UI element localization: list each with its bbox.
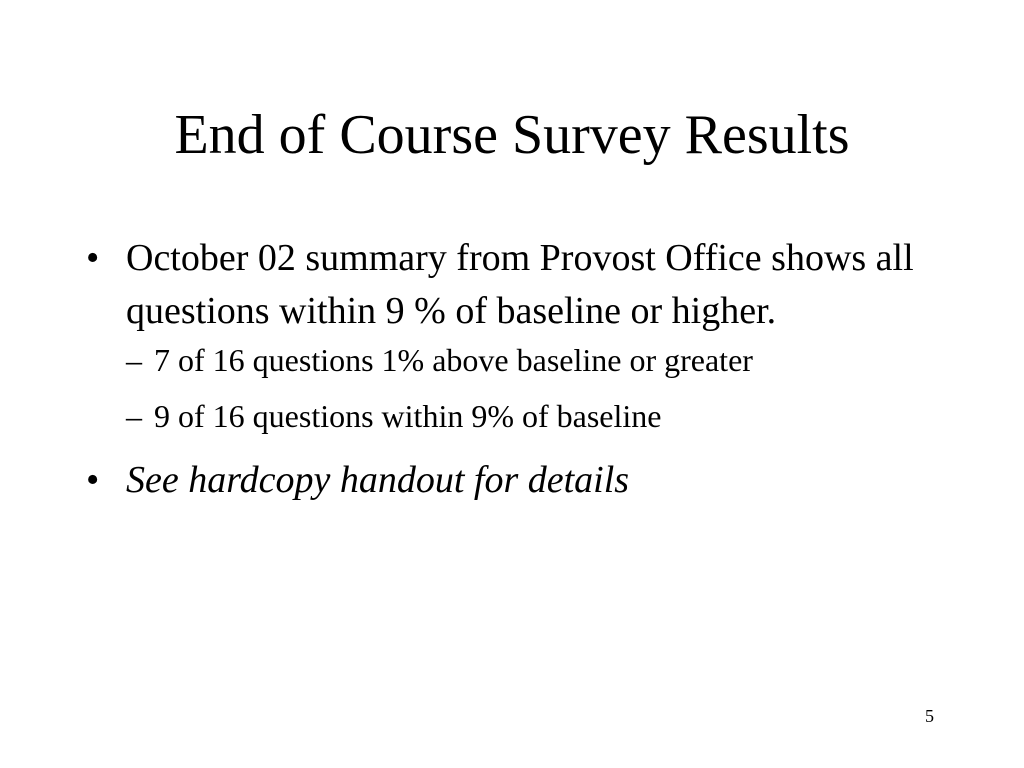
sub-bullet-item (126, 342, 946, 378)
page-number: 5 (925, 706, 934, 726)
sub-bullet-text: 7 of 16 questions 1% above baseline or greater (154, 342, 753, 378)
sub-bullet-item (126, 398, 946, 434)
slide-title: End of Course Survey Results (174, 104, 850, 166)
bullet-text: See hardcopy handout for details (126, 459, 630, 501)
bullet-marker: • (86, 237, 100, 279)
dash-marker: – (126, 342, 142, 378)
sub-bullet-list (126, 342, 946, 434)
sub-bullet-text: 9 of 16 questions within 9% of baseline (154, 398, 662, 434)
dash-marker: – (126, 398, 142, 434)
bullet-item (86, 232, 946, 434)
bullet-list (86, 232, 946, 511)
bullet-marker: • (86, 459, 100, 501)
bullet-text: October 02 summary from Provost Office shows all questions within 9 % of baseline or higher. (126, 237, 914, 332)
bullet-item (86, 454, 946, 507)
